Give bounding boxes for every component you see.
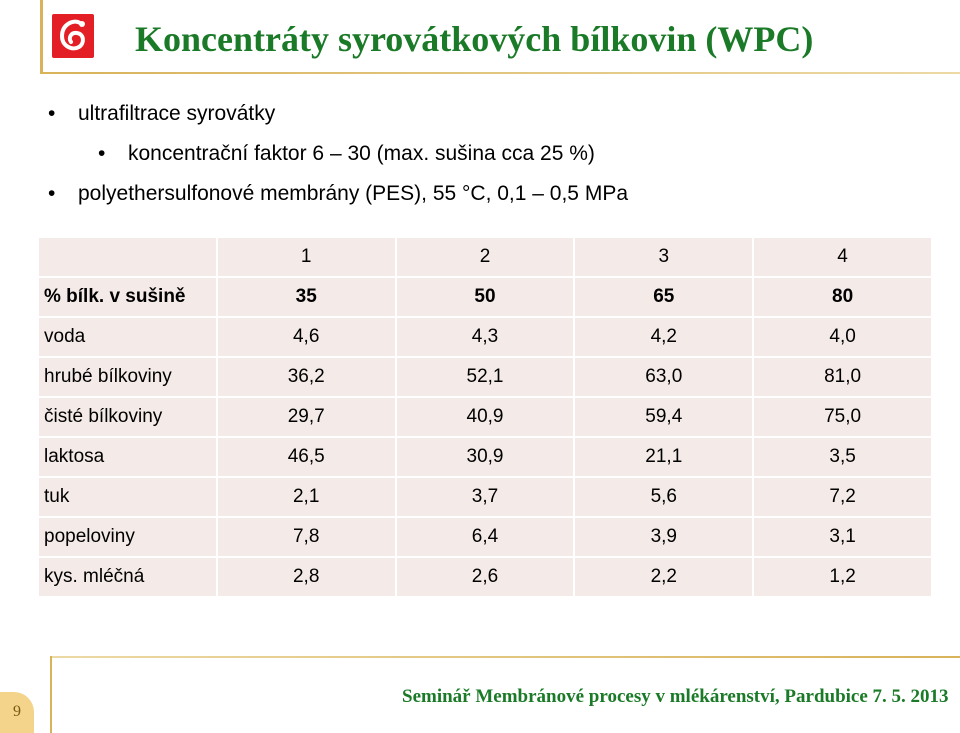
row-label: laktosa: [39, 438, 216, 476]
table-header-cell: 4: [754, 238, 931, 276]
table-row: [39, 558, 931, 596]
row-label: čisté bílkoviny: [39, 398, 216, 436]
row-label: kys. mléčná: [39, 558, 216, 596]
table-row: [39, 518, 931, 556]
row-label: popeloviny: [39, 518, 216, 556]
table-cell: 63,0: [575, 358, 752, 396]
table-cell: 4,6: [218, 318, 395, 356]
table-cell: 46,5: [218, 438, 395, 476]
table-cell: 59,4: [575, 398, 752, 436]
table-header-cell: 2: [397, 238, 574, 276]
bullet-item: • polyethersulfonové membrány (PES), 55 °C, 0,1 – 0,5 MPa: [78, 182, 628, 206]
row-label: tuk: [39, 478, 216, 516]
composition-table: [37, 236, 933, 598]
table-cell: 29,7: [218, 398, 395, 436]
table-cell: 36,2: [218, 358, 395, 396]
table-cell: 50: [397, 278, 574, 316]
table-header-cell: 3: [575, 238, 752, 276]
row-label: % bílk. v sušině: [39, 278, 216, 316]
table-cell: 2,2: [575, 558, 752, 596]
table-cell: 4,3: [397, 318, 574, 356]
table-cell: 40,9: [397, 398, 574, 436]
table-header-cell: 1: [218, 238, 395, 276]
table-cell: 2,6: [397, 558, 574, 596]
table-header-cell: [39, 238, 216, 276]
table-row: [39, 398, 931, 436]
table-row: [39, 438, 931, 476]
table-cell: 35: [218, 278, 395, 316]
table-cell: 3,5: [754, 438, 931, 476]
table-header-row: [39, 238, 931, 276]
university-logo-icon: [52, 14, 94, 58]
table-cell: 4,0: [754, 318, 931, 356]
table-cell: 2,1: [218, 478, 395, 516]
table-row: [39, 318, 931, 356]
top-accent-line-horizontal: [40, 72, 960, 74]
table-cell: 1,2: [754, 558, 931, 596]
table-cell: 21,1: [575, 438, 752, 476]
table-cell: 75,0: [754, 398, 931, 436]
table-cell: 2,8: [218, 558, 395, 596]
table-cell: 81,0: [754, 358, 931, 396]
footer-text: Seminář Membránové procesy v mlékárenství, Pardubice 7. 5. 2013: [402, 686, 949, 707]
table-cell: 7,8: [218, 518, 395, 556]
top-accent-line-vertical: [40, 0, 43, 72]
table-cell: 3,1: [754, 518, 931, 556]
bottom-accent-line-horizontal: [50, 656, 960, 658]
table-cell: 80: [754, 278, 931, 316]
bullet-item: • ultrafiltrace syrovátky: [78, 102, 275, 126]
table-cell: 5,6: [575, 478, 752, 516]
table-cell: 3,7: [397, 478, 574, 516]
row-label: voda: [39, 318, 216, 356]
bullet-subitem: • koncentrační faktor 6 – 30 (max. sušina cca 25 %): [128, 142, 595, 166]
table-cell: 4,2: [575, 318, 752, 356]
table-row: [39, 358, 931, 396]
table-cell: 3,9: [575, 518, 752, 556]
table-cell: 30,9: [397, 438, 574, 476]
page-number: 9: [0, 692, 34, 733]
table-cell: 52,1: [397, 358, 574, 396]
table-cell: 7,2: [754, 478, 931, 516]
table-row: [39, 278, 931, 316]
bottom-accent-line-vertical: [50, 656, 52, 733]
row-label: hrubé bílkoviny: [39, 358, 216, 396]
table-row: [39, 478, 931, 516]
table-cell: 65: [575, 278, 752, 316]
table-cell: 6,4: [397, 518, 574, 556]
slide-title: Koncentráty syrovátkových bílkovin (WPC): [135, 19, 814, 59]
